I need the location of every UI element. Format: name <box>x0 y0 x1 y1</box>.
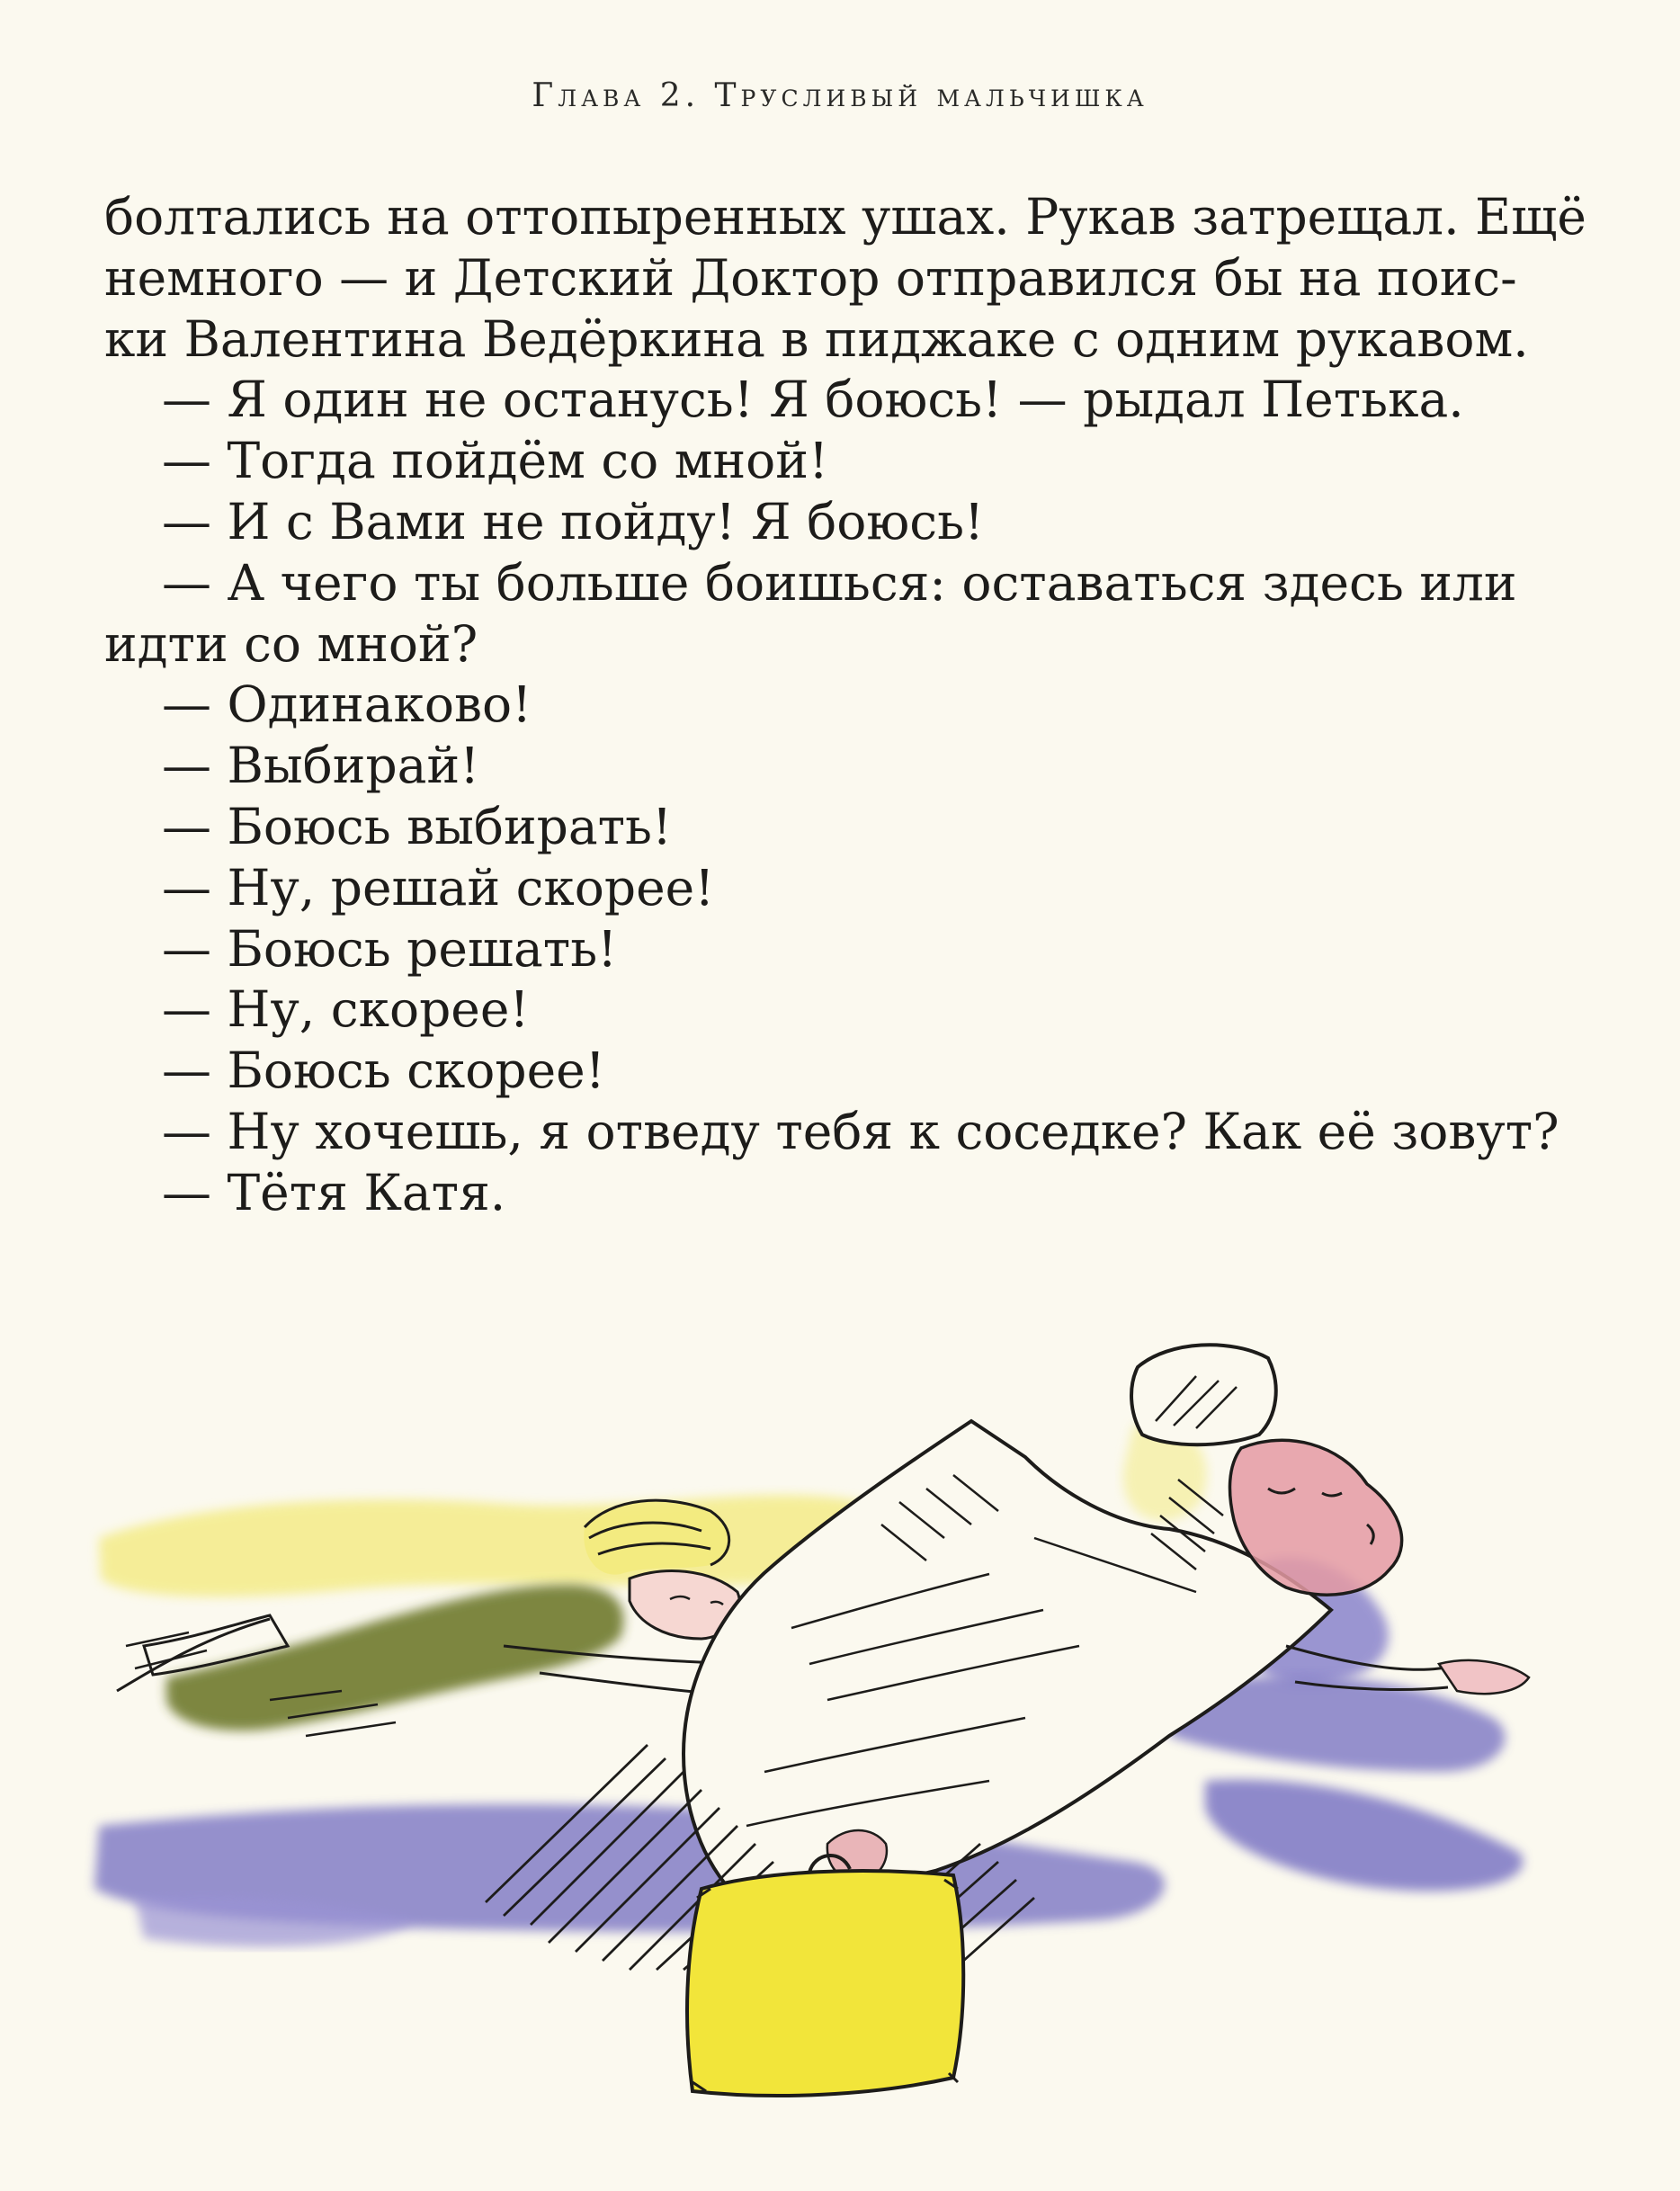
dialogue-line: — Тогда пойдём со мной! <box>162 432 829 490</box>
text-line: ки Валентина Ведёркина в пиджаке с одним рукавом. <box>104 309 1529 368</box>
text-line: болтались на оттопыренных ушах. Рукав затрещал. Ещё <box>104 188 1586 246</box>
dialogue-line: — Я один не останусь! Я боюсь! — рыдал Петька. <box>162 371 1464 429</box>
dialogue-line: — Боюсь решать! <box>162 919 618 978</box>
dialogue-line: — Тётя Катя. <box>162 1163 506 1221</box>
dialogue-line: — Ну, скорее! <box>162 980 530 1039</box>
dialogue-line: — Выбирай! <box>162 737 480 795</box>
text-line: немного — и Детский Доктор отправился бы на поис- <box>104 248 1517 307</box>
dialogue-line: — И с Вами не пойду! Я боюсь! <box>162 492 985 550</box>
dialogue-line: — А чего ты больше боишься: оставаться здесь или <box>162 553 1517 612</box>
dialogue-line: — Боюсь выбирать! <box>162 797 673 855</box>
dialogue-line: — Ну, решай скорее! <box>162 858 715 917</box>
text-line: идти со мной? <box>104 614 478 673</box>
dialogue-line: — Боюсь скорее! <box>162 1042 605 1100</box>
dialogue-line: — Одинаково! <box>162 675 532 734</box>
running-doctor-with-boy-illustration <box>0 1268 1680 2191</box>
yellow-suitcase <box>687 1856 963 2096</box>
running-head: Глава 2. Трусливый мальчишка <box>532 77 1148 114</box>
dialogue-line: — Ну хочешь, я отведу тебя к соседке? Как её зовут? <box>162 1102 1559 1160</box>
body-text <box>104 187 1586 1224</box>
